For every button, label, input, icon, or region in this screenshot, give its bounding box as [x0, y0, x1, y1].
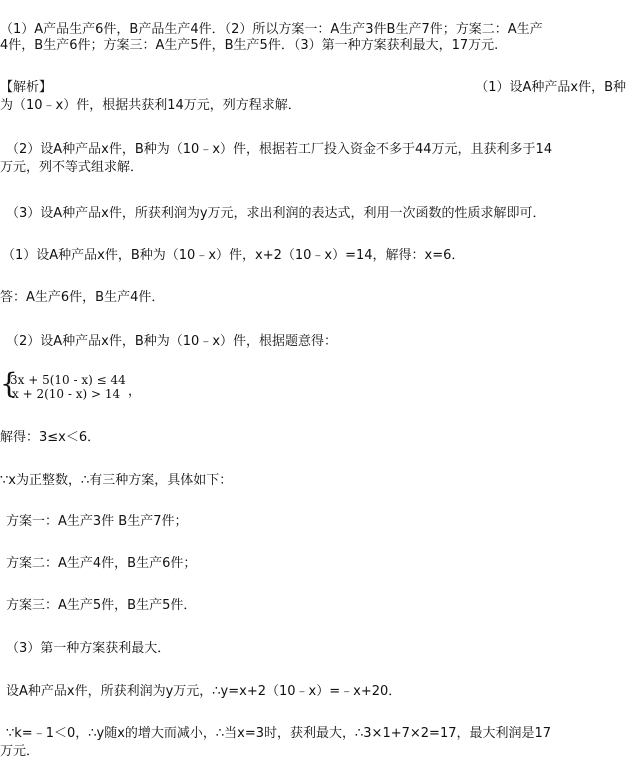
analysis-part2-line1: （2）设A种产品x件，B种为（10﹣x）件，根据若工厂投入资金不多于44万元，且获利多于14 — [6, 142, 553, 157]
plan-2: 方案二：A生产4件，B生产6件； — [6, 556, 197, 571]
analysis-part3: （3）设A种产品x件，所获利润为y万元，求出利润的表达式，利用一次函数的性质求解即可． — [6, 206, 546, 221]
answer-line-1: （1）A产品生产6件，B产品生产4件．（2）所以方案一：A生产3件B生产7件；方案二：A生产 — [0, 22, 543, 37]
inequality-comma: ， — [128, 384, 142, 399]
analysis-part1-start: （1）设A种产品x件，B种 — [475, 80, 626, 95]
analysis-heading: 【解析】 — [0, 80, 53, 95]
solution-integer-note: ∵x为正整数，∴有三种方案，具体如下： — [0, 473, 233, 488]
inequality-2: x + 2(10 - x) > 14 — [12, 387, 121, 401]
answer-line-2: 4件，B生产6件；方案三：A生产5件，B生产5件．（3）第一种方案获利最大，17万元. — [0, 38, 499, 53]
inequality-1: 3x + 5(10 - x) ≤ 44 — [10, 373, 126, 387]
solution-part1: （1）设A种产品x件，B种为（10﹣x）件，x+2（10﹣x）=14，解得：x=6． — [2, 248, 465, 263]
solution-part3-expression: 设A种产品x件，所获利润为y万元，∴y=x+2（10﹣x）=﹣x+20． — [6, 684, 402, 699]
solution-part3-conclusion-2: 万元． — [0, 744, 40, 759]
analysis-part1-cont: 为（10﹣x）件，根据共获利14万元，列方程求解． — [0, 98, 301, 113]
solution-part2-setup: （2）设A种产品x件，B种为（10﹣x）件，根据题意得： — [6, 334, 338, 349]
solution-range: 解得：3≤x＜6． — [0, 430, 101, 445]
plan-1: 方案一：A生产3件 B生产7件； — [6, 514, 188, 529]
analysis-part2-line2: 万元，列不等式组求解． — [0, 160, 144, 175]
solution-part3: （3）第一种方案获利最大． — [6, 641, 171, 656]
solution-part1-answer: 答：A生产6件，B生产4件． — [0, 290, 165, 305]
plan-3: 方案三：A生产5件，B生产5件． — [6, 598, 197, 613]
solution-part3-conclusion-1: ∵k=﹣1＜0，∴y随x的增大而减小，∴当x=3时，获利最大，∴3×1+7×2=17，最大利润是17 — [6, 726, 552, 741]
system-brace: { — [0, 367, 18, 400]
